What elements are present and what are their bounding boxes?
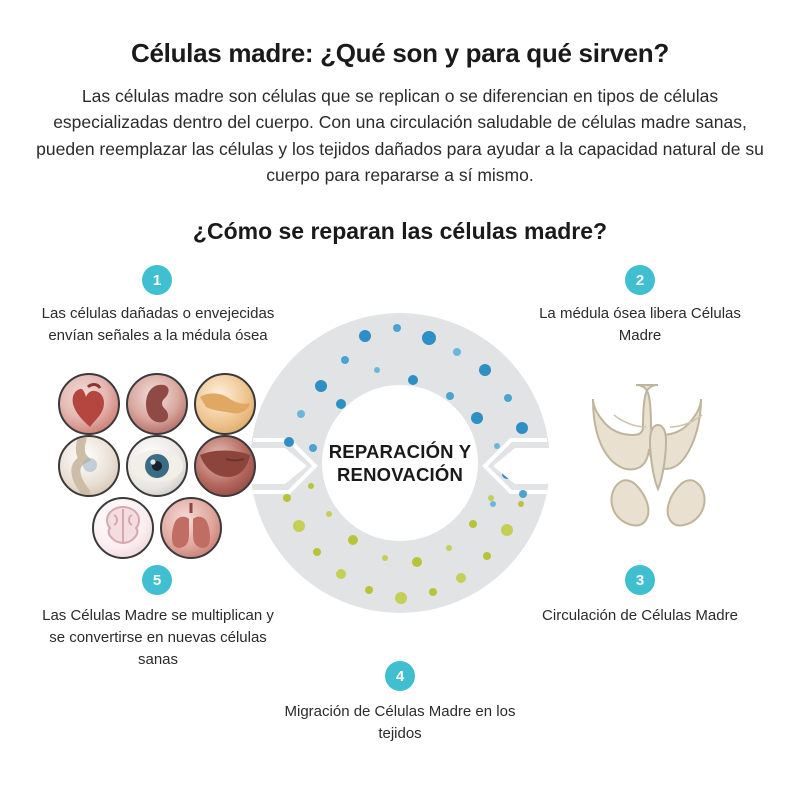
step-label-4: Migración de Células Madre en los tejidos — [284, 703, 516, 742]
heart-illustration — [58, 373, 120, 435]
step-badge-2: 2 — [625, 265, 655, 295]
damaged-organs-cluster — [58, 373, 258, 558]
joint-illustration — [58, 435, 120, 497]
lungs-illustration — [160, 497, 222, 559]
pancreas-illustration — [194, 373, 256, 435]
step-label-2: La médula ósea libera Células Madre — [539, 305, 741, 344]
header — [0, 0, 800, 245]
step-badge-5: 5 — [142, 565, 172, 595]
step-label-5: Las Células Madre se multiplican y se convertirse en nuevas células sanas — [42, 607, 274, 668]
eye-illustration — [126, 435, 188, 497]
page-title: Células madre: ¿Qué son y para qué sirven? — [131, 38, 669, 68]
stem-cell-cycle-diagram — [0, 253, 800, 773]
ring-center-line1: REPARACIÓN Y — [328, 440, 472, 462]
step-badge-4: 4 — [385, 661, 415, 691]
brain-illustration — [92, 497, 154, 559]
kidney-illustration — [126, 373, 188, 435]
ring-center-line2: RENOVACIÓN — [336, 464, 464, 485]
intro-paragraph: Las células madre son células que se replican o se diferencian en tipos de células especializadas dentro del cuerpo. Con una circulación saludable de células madre sanas, pueden reemplazar las células y los tejidos dañados para ayudar a la capacidad natural de su cuerpo para repararse a sí mismo. — [36, 86, 764, 185]
section-title: ¿Cómo se reparan las células madre? — [192, 218, 608, 244]
liver-illustration — [194, 435, 256, 497]
step-badge-3: 3 — [625, 565, 655, 595]
repair-cycle-ring — [245, 308, 555, 618]
step-badge-1: 1 — [142, 265, 172, 295]
step-label-1: Las células dañadas o envejecidas envían señales a la médula ósea — [41, 305, 275, 344]
pelvis-bone-illustration — [578, 373, 738, 553]
step-label-3: Circulación de Células Madre — [542, 607, 738, 624]
ring-center-label — [245, 440, 555, 486]
